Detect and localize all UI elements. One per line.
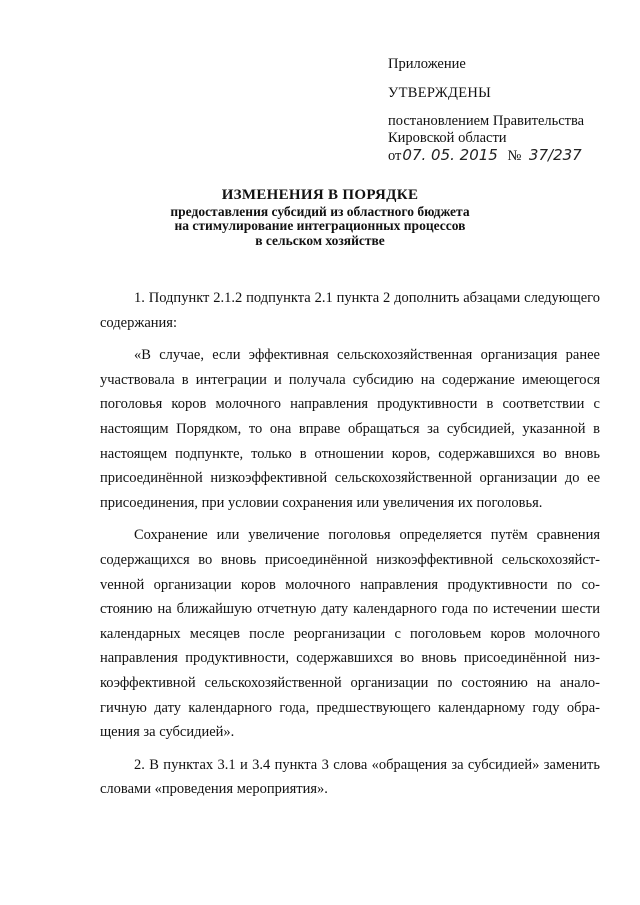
number-sign: № [507,148,522,164]
handwritten-number: 37/237 [528,146,582,164]
approved-heading: УТВЕРЖДЕНЫ [388,85,492,101]
paragraph-4: 2. В пунктах 3.1 и 3.4 пункта 3 слова «обращения за субсидией» заменить словами «проведения мероприятия». [100,756,600,798]
title-main: ИЗМЕНЕНИЯ В ПОРЯДКЕ [221,187,419,203]
appendix-label: Приложение [388,56,466,72]
handwritten-date: 07. 05. 2015 [402,146,498,164]
appendix-block [388,56,628,169]
date-prefix: от [388,148,402,164]
paragraph-3: Сохранение или увеличение поголовья определяется путём сравнения содержащихся во вновь присоединённой низкоэффективной сельскохозяйстvенной организации коров молочного направления продуктивности по состоянию на ближайшую отчетную дату календарного года по истечении шести календарных месяцев после реорганизации с поголовьем коров молочного направления продуктивности, содержавшихся во вновь присоединённой низкоэффективной сельскохозяйственной организации по состоянию на аналогичную дату календарного года, предшествующего календарному году обращения за субсидией». [100,527,600,741]
title-line-2: предоставления субсидий из областного бюджета [170,203,470,219]
document-title [120,188,520,248]
paragraph-2: «В случае, если эффективная сельскохозяйственная организация ранее участвовала в интеграции и получала субсидию на содержание имеющегося поголовья коров молочного направления продуктивности в соответствии с настоящим Порядком, то она вправе обращаться за субсидией, указанной в настоящем подпункте, только в отношении коров, содержавшихся во вновь присоединённой низкоэффективной сельскохозяйственной организации до ее присоединения, при условии сохранения или увеличения их поголовья. [100,347,600,511]
title-line-4: в сельском хозяйстве [255,232,385,248]
document-body [100,286,600,802]
date-number-line [388,147,628,169]
title-line-3: на стимулирование интеграционных процессов [174,218,466,233]
issuer-line-1: постановлением Правительства [388,113,585,129]
paragraph-1: 1. Подпункт 2.1.2 подпункта 2.1 пункта 2 дополнить абзацами следующего содержания: [100,290,600,331]
issuer-line-2: Кировской области [388,130,507,146]
